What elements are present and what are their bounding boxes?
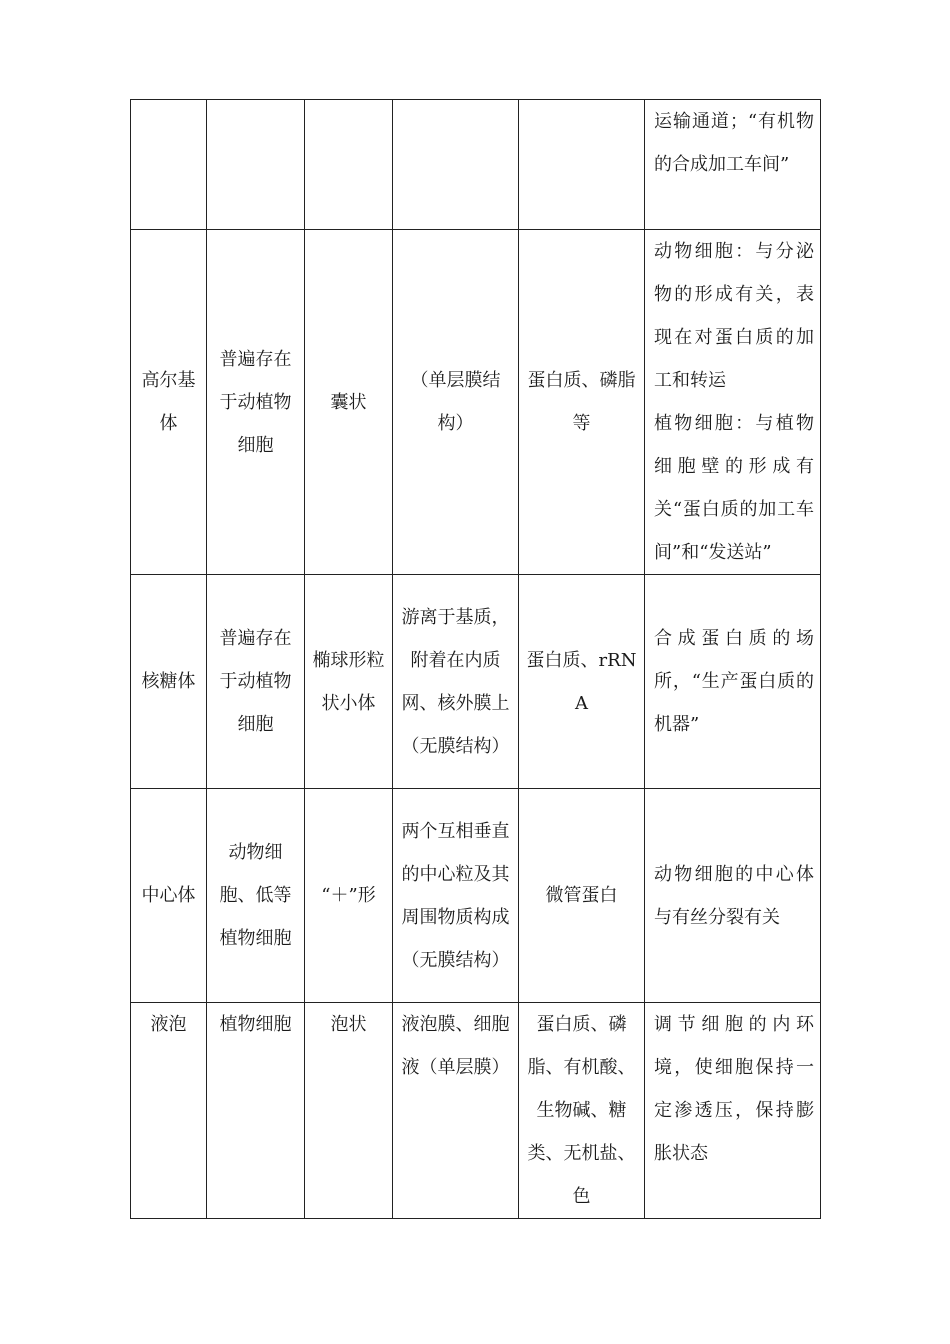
distribution-cell bbox=[207, 100, 305, 230]
distribution-cell: 普遍存在于动植物细胞 bbox=[207, 575, 305, 789]
organelle-name-cell: 中心体 bbox=[131, 789, 207, 1003]
table-row bbox=[131, 230, 821, 575]
organelle-name-cell: 核糖体 bbox=[131, 575, 207, 789]
distribution-cell: 植物细胞 bbox=[207, 1003, 305, 1219]
table-row bbox=[131, 789, 821, 1003]
shape-cell: 泡状 bbox=[305, 1003, 393, 1219]
composition-cell: 蛋白质、磷脂等 bbox=[519, 230, 645, 575]
composition-cell: 微管蛋白 bbox=[519, 789, 645, 1003]
function-text: 动物细胞：与分泌物的形成有关，表现在对蛋白质的加工和转运 植物细胞：与植物细胞壁的形成有关“蛋白质的加工车间”和“发送站” bbox=[654, 241, 814, 563]
function-text: 运输通道；“有机物的合成加工车间” bbox=[654, 111, 814, 175]
structure-cell bbox=[393, 100, 519, 230]
function-cell bbox=[645, 1003, 821, 1219]
table-row bbox=[131, 575, 821, 789]
organelle-table bbox=[130, 99, 821, 1219]
structure-cell: 游离于基质，附着在内质网、核外膜上（无膜结构） bbox=[393, 575, 519, 789]
distribution-cell: 普遍存在于动植物细胞 bbox=[207, 230, 305, 575]
function-cell bbox=[645, 789, 821, 1003]
organelle-name-cell: 高尔基体 bbox=[131, 230, 207, 575]
structure-cell: 液泡膜、细胞液（单层膜） bbox=[393, 1003, 519, 1219]
shape-cell: 囊状 bbox=[305, 230, 393, 575]
function-cell bbox=[645, 230, 821, 575]
structure-cell: 两个互相垂直的中心粒及其周围物质构成（无膜结构） bbox=[393, 789, 519, 1003]
composition-cell: 蛋白质、rRNA bbox=[519, 575, 645, 789]
function-text: 动物细胞的中心体与有丝分裂有关 bbox=[654, 863, 814, 928]
shape-cell: “＋”形 bbox=[305, 789, 393, 1003]
structure-cell: （单层膜结构） bbox=[393, 230, 519, 575]
function-cell bbox=[645, 100, 821, 230]
function-text: 调节细胞的内环境，使细胞保持一定渗透压，保持膨胀状态 bbox=[654, 1014, 814, 1164]
table-row bbox=[131, 1003, 821, 1219]
composition-cell: 蛋白质、磷脂、有机酸、生物碱、糖类、无机盐、色 bbox=[519, 1003, 645, 1219]
table-row bbox=[131, 100, 821, 230]
function-cell bbox=[645, 575, 821, 789]
organelle-name-cell bbox=[131, 100, 207, 230]
function-text: 合成蛋白质的场所，“生产蛋白质的机器” bbox=[654, 628, 814, 735]
distribution-cell: 动物细胞、低等植物细胞 bbox=[207, 789, 305, 1003]
organelle-name-cell: 液泡 bbox=[131, 1003, 207, 1219]
shape-cell bbox=[305, 100, 393, 230]
shape-cell: 椭球形粒状小体 bbox=[305, 575, 393, 789]
composition-cell bbox=[519, 100, 645, 230]
